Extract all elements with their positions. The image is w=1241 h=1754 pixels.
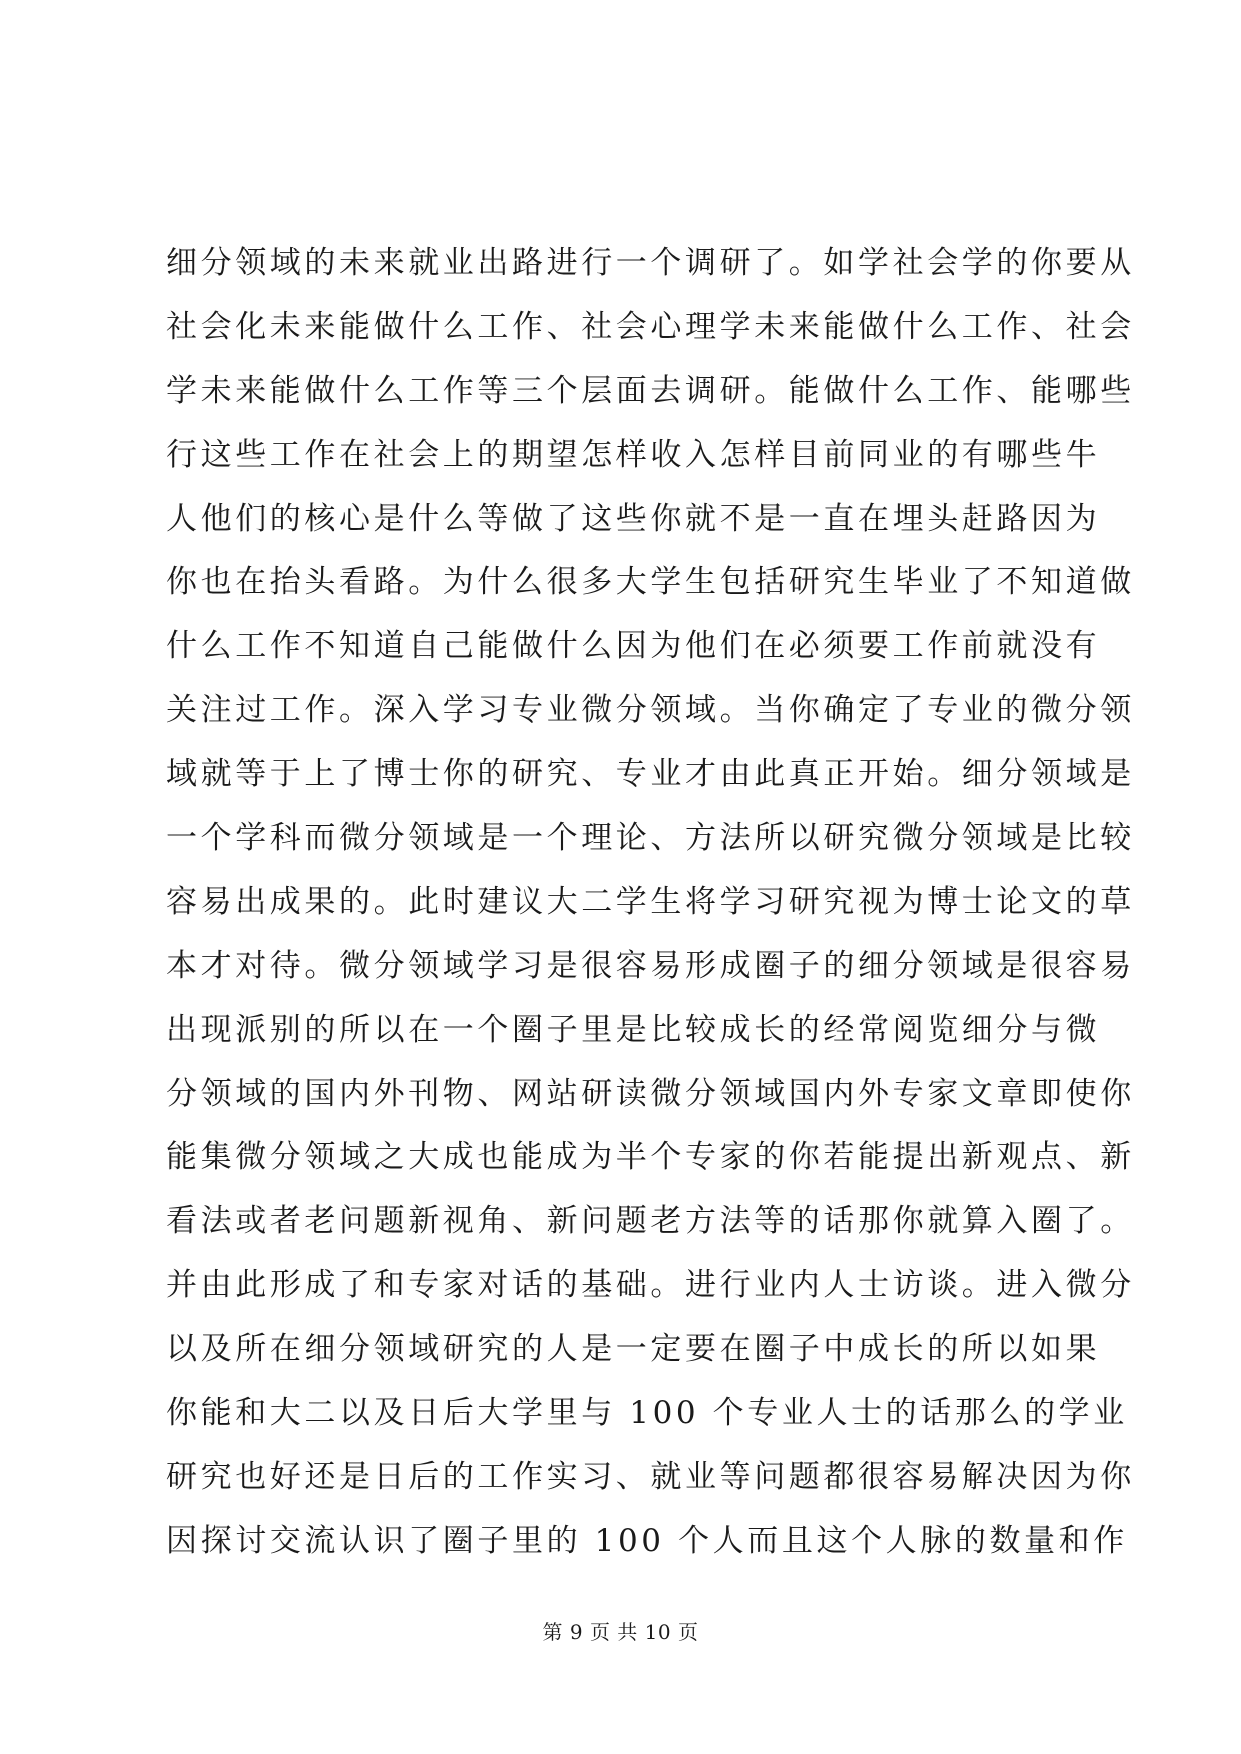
text-line: 看法或者老问题新视角、新问题老方法等的话那你就算入圈了。 <box>166 1203 1135 1240</box>
page-footer: 第 9 页 共 10 页 <box>542 1620 699 1644</box>
text-line: 域就等于上了博士你的研究、专业才由此真正开始。细分领域是 <box>166 756 1135 793</box>
text-line: 容易出成果的。此时建议大二学生将学习研究视为博士论文的草 <box>166 883 1135 920</box>
text-line: 能集微分领域之大成也能成为半个专家的你若能提出新观点、新 <box>166 1139 1135 1176</box>
text-line: 以及所在细分领域研究的人是一定要在圈子中成长的所以如果 <box>166 1331 1101 1368</box>
body-text <box>166 232 1135 1574</box>
text-line: 细分领域的未来就业出路进行一个调研了。如学社会学的你要从 <box>166 245 1135 281</box>
text-line: 分领域的国内外刊物、网站研读微分领域国内外专家文章即使你 <box>166 1075 1135 1112</box>
text-line: 人他们的核心是什么等做了这些你就不是一直在埋头赶路因为 <box>166 500 1101 537</box>
text-line: 因探讨交流认识了圈子里的 100 个人而且这个人脉的数量和作 <box>166 1522 1128 1559</box>
text-line: 什么工作不知道自己能做什么因为他们在必须要工作前就没有 <box>166 628 1101 665</box>
text-line: 研究也好还是日后的工作实习、就业等问题都很容易解决因为你 <box>166 1458 1135 1495</box>
text-line: 你也在抬头看路。为什么很多大学生包括研究生毕业了不知道做 <box>166 564 1135 601</box>
text-line: 并由此形成了和专家对话的基础。进行业内人士访谈。进入微分 <box>166 1267 1135 1304</box>
text-line: 本才对待。微分领域学习是很容易形成圈子的细分领域是很容易 <box>166 947 1135 984</box>
text-line: 你能和大二以及日后大学里与 100 个专业人士的话那么的学业 <box>166 1395 1128 1432</box>
text-line: 学未来能做什么工作等三个层面去调研。能做什么工作、能哪些 <box>166 372 1135 409</box>
text-line: 行这些工作在社会上的期望怎样收入怎样目前同业的有哪些牛 <box>166 436 1101 473</box>
text-line: 关注过工作。深入学习专业微分领域。当你确定了专业的微分领 <box>166 692 1135 729</box>
text-line: 一个学科而微分领域是一个理论、方法所以研究微分领域是比较 <box>166 820 1135 857</box>
text-line: 社会化未来能做什么工作、社会心理学未来能做什么工作、社会 <box>166 308 1135 345</box>
text-line: 出现派别的所以在一个圈子里是比较成长的经常阅览细分与微 <box>166 1011 1101 1048</box>
